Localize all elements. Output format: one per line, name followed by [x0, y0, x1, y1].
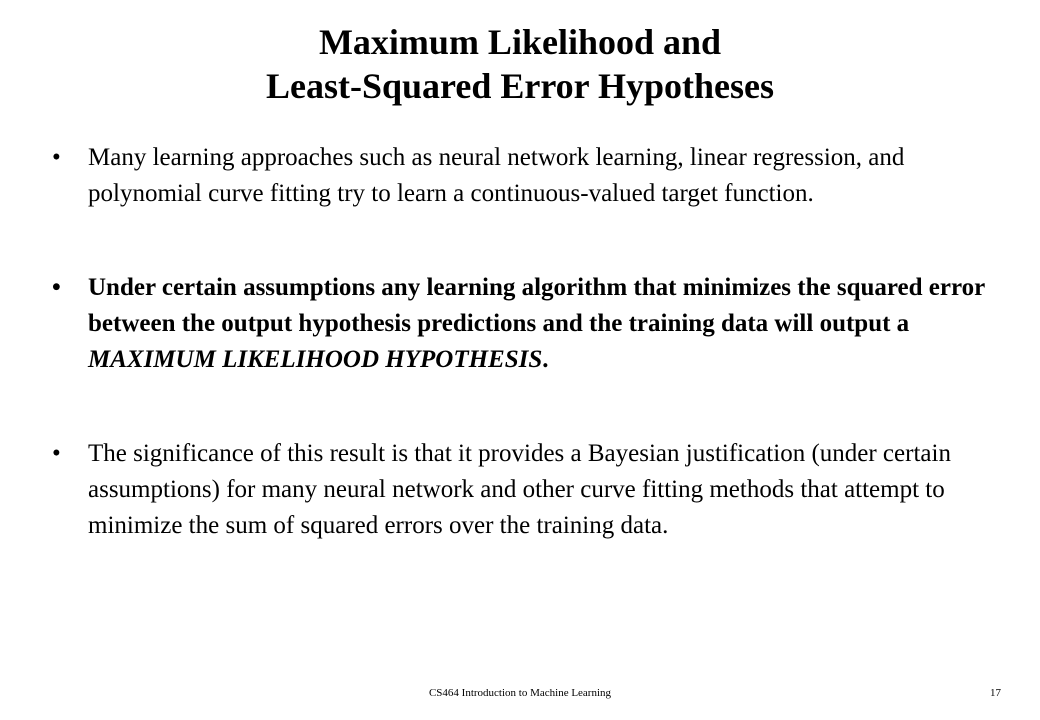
bullet-text-2-end: .	[542, 346, 549, 373]
footer-course-name: CS464 Introduction to Machine Learning	[428, 687, 612, 699]
bullet-item-2	[52, 270, 1012, 378]
bullet-text-2: Under certain assumptions any learning algorithm that minimizes the squared error between the output hypothesis predictions and the training data will output a	[88, 274, 985, 337]
bullet-dot: •	[52, 274, 61, 301]
page-number: 17	[990, 687, 1001, 699]
bullet-text-1: Many learning approaches such as neural network learning, linear regression, and polynomial curve fitting try to learn a continuous-valued target function.	[88, 144, 905, 207]
bullet-dot: •	[52, 440, 61, 467]
bullet-item-1	[52, 140, 1012, 212]
bullet-list	[52, 140, 1012, 544]
title-line-2: Least-Squared Error Hypotheses	[265, 66, 775, 106]
bullet-emphasis: MAXIMUM LIKELIHOOD HYPOTHESIS	[88, 346, 543, 373]
slide-title	[0, 20, 1040, 108]
title-line-1: Maximum Likelihood and	[318, 22, 722, 62]
bullet-item-3	[52, 436, 1012, 544]
bullet-text-3: The significance of this result is that it provides a Bayesian justification (under certain assumptions) for many neural network and other curve fitting methods that attempt to minimize the sum of squared errors over the training data.	[88, 440, 951, 539]
bullet-dot: •	[52, 144, 61, 171]
